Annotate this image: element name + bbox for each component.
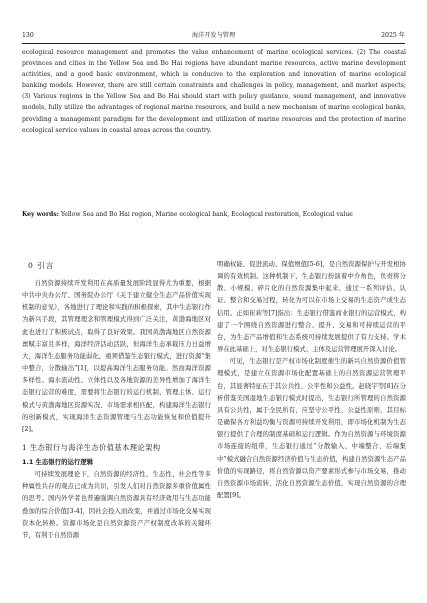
journal-name: 海洋开发与管理 <box>191 32 236 39</box>
eco-bank-paragraph: 可见，生态银行是产权市场化制度催生的新兴自然资源价值管理模式，是建立在资源市场化配置基础上的自然资源运营管理平台，其显著特征在于其公共性、公平性和公益性。赵晓宇等[8]在分析借鉴美国湿地生态银行模式时提出，生态银行所管理的自然资源具有公共性，属于全民所有，应坚守公平性、公益性原则，其目标是确保各方利益均衡与资源可持续开发利用，即市场化机制为生态银行提供了合理的制度基础和运行逻辑。作为自然资源与环境资源市场连接的纽带，生态银行通过“分散输入、中端整合、后端集中”模式融合自然资源经济价值与生态价值，构建自然资源生态产品价值的实现路径，将自然资源以资产要素形式参与市场交易，推动自然资源市场流转，活化自然资源生态价值，实现自然资源的合理配置[9]。 <box>217 358 406 499</box>
section-1-1-paragraph: 可持续发展理论下，自然资源的经济性、生态性、社会性等多种属性共存的观点已成为共识，引发人们对自然资源多重价值属性的思考。国内外学者也普遍强调自然资源具有经济效用与生态功能叠加的综合价值[3-4]，因社会投入而改变，并通过市场化交易实现资本化转换。资源市场化是自然资源资产产权制度改革的关键环节，有利于自然资源 <box>22 471 211 539</box>
page-number: 130 <box>22 32 34 39</box>
english-abstract <box>22 47 406 136</box>
right-column <box>217 259 406 502</box>
header-year: 2025 年 <box>381 32 405 39</box>
section-1-1-heading: 1.1 生态银行的运行逻辑 <box>22 458 94 467</box>
left-column <box>22 259 211 542</box>
running-header <box>22 31 405 41</box>
keywords-text: Yellow Sea and Bo Hai region, Marine ecological bank, Ecological restoration, Ecological value <box>60 211 353 218</box>
section-0-heading: 0 引言 <box>28 261 55 270</box>
section-1-heading: 1 生态银行与海洋生态价值基本理论架构 <box>22 443 161 453</box>
header-rule <box>22 43 405 44</box>
abstract-paragraph: ecological resource management and promotes the value enhancement of marine ecological services. (2) The coastal provinces and cities in the Yellow Sea and Bo Hai regions have abundant marine resources, active marine development activities, and a good basic environment, which is conducive to the exploration and innovation of marine ecological banking models. However, there are still certain constraints and challenges in policy, management, and market aspects; (3) Various regions in the Yellow Sea and Bo Hai should start with policy guidance, sound management, and innovative models, fully utilize the advantages of regional marine resources, and build a new mechanism of marine ecological banks, providing a management paradigm for the development and utilization of marine resources and the protection of marine ecological service values in coastal areas across the country. <box>22 49 406 134</box>
keywords-line <box>22 209 406 220</box>
keywords-label: Key words: <box>22 211 59 218</box>
intro-paragraph: 自然资源持续开发利用在高质量发展阶段显得尤为重要，根据中共中央办公厅、国务院办公厅《关于建立健全生态产品价值实现机制的意见》，各地进行了理论和实践的积极探索，其中生态银行作为新兴手段，其管理理念和管理模式得到广泛关注，黄渤海地区对此也进行了积极试点，取得了良好效果。我国黄渤海地区自然资源禀赋丰富且多样，海洋经济活动活跃，但海洋生态承载压力日益增大，海洋生态服务功能弱化，亟须借鉴生态银行模式，进行资源“集中整合，分散输出”[1]，以提高海洋生态服务功能。然而海洋资源多样性、海水流动性、立体性以及各地资源的差异性增加了海洋生态银行运营的难度，需要将生态银行的运行机制、管理主体、运行模式与黄渤海地区资源实况、市场需求相匹配，构建海洋生态银行的创新模式，实现海洋生态资源管理与生态功能恢复和价值提升[2]。 <box>22 280 211 433</box>
continued-paragraph: 明确权能、促进流动、保值增值[5-6]，是自然资源保护与开发相协调的有效机制。这种机制下，生态银行扮演着中介角色，负责将分散、小规模、碎片化的自然资源集中起来，通过一系列评估、认证、整合和交易过程，转化为可以在市场上交易的生态资产或生态信用。正如崔莉等[7]指出：生态银行借鉴商业银行的运营模式，构建了一个围绕自然资源进行整合、提升、交易和可持续运营的平台，为生态产品增值和生态系统可持续发展提供了有力支持。学术界在此基础上，对生态银行模式、主体及运营管理展开深入讨论。 <box>217 261 406 354</box>
